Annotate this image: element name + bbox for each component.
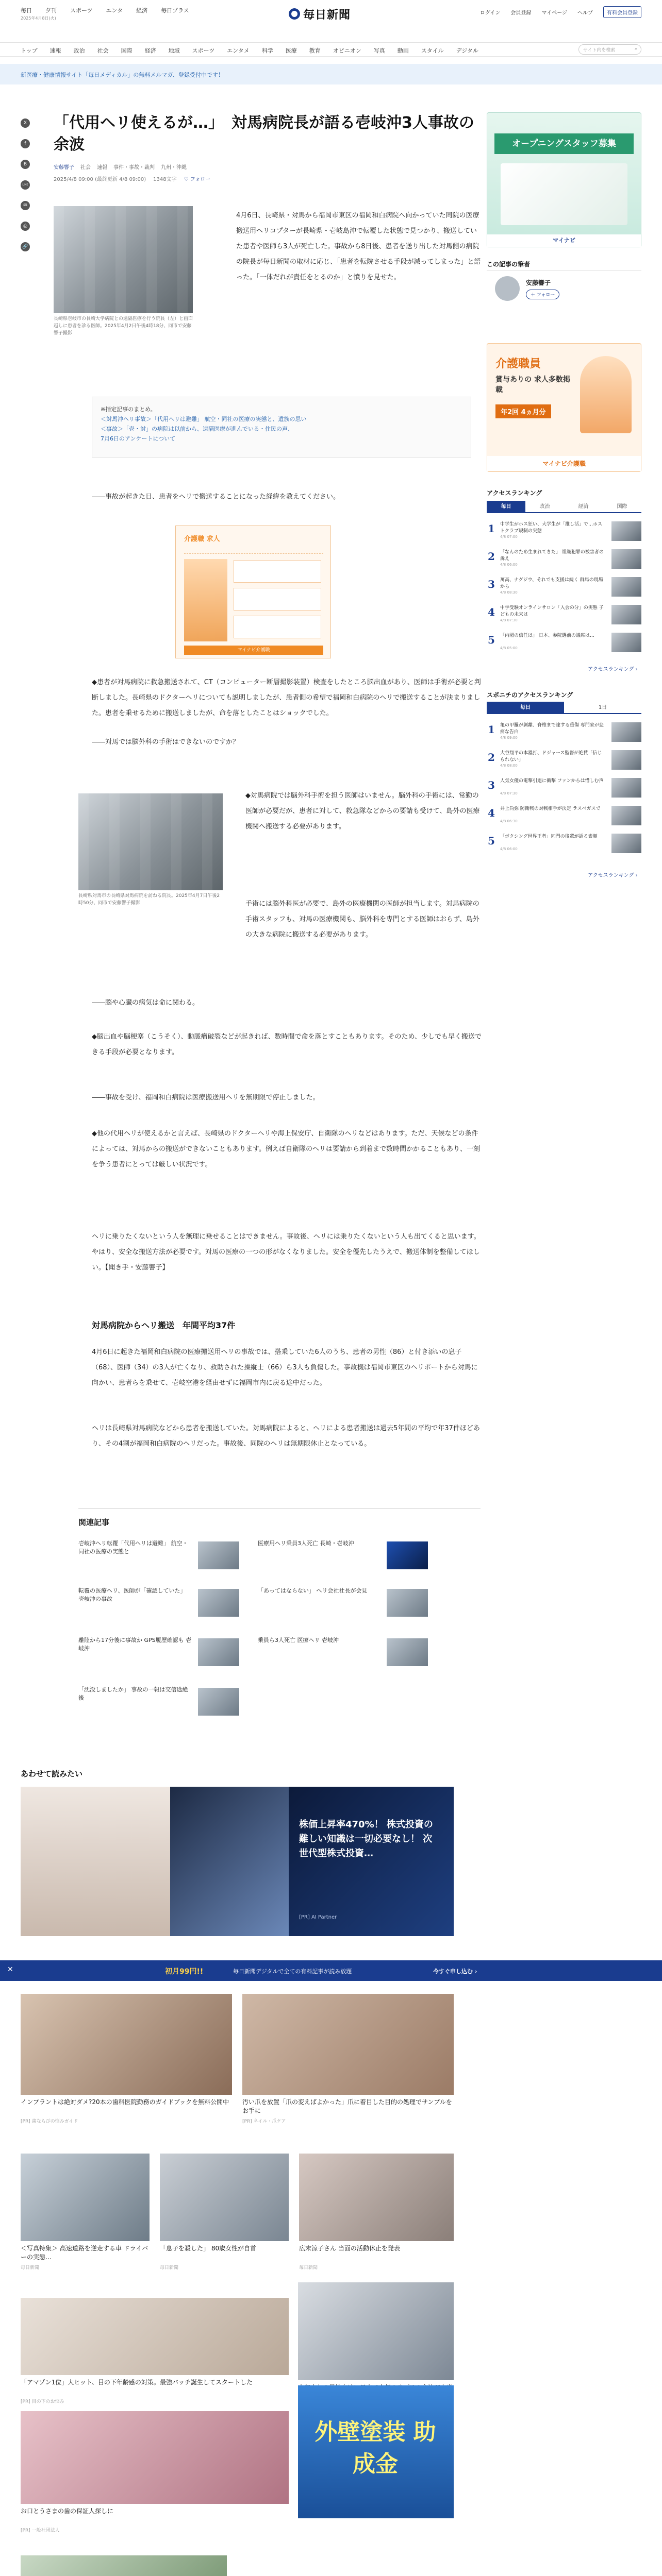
char-count: 1348文字 <box>153 177 177 182</box>
feed-card-title: 汚い爪を放置「爪の変えばよかった」爪に着目した目的の処理でサンプルをお手に <box>242 2098 452 2114</box>
ranking-item[interactable] <box>487 632 641 649</box>
rank-number: 4 <box>488 807 495 819</box>
tab-ranking[interactable]: 毎日 <box>487 501 525 512</box>
feed-card[interactable] <box>21 2411 289 2533</box>
author-heading: この記事の筆者 <box>487 261 531 268</box>
link-copy-icon[interactable]: 🔗 <box>21 242 30 251</box>
feed-card-title: ＜写真特集＞ 高速道路を逆走する車 ドライバーの実態… <box>21 2245 148 2261</box>
question: ――脳や心臓の病気は命に関わる。 <box>92 999 200 1007</box>
tag-link[interactable]: 九州・沖縄 <box>161 165 187 171</box>
linkbox-link[interactable]: ＜対馬沖ヘリ事故＞「代用ヘリは避難」 航空・同社の医療の実態と、遺族の思い <box>101 416 307 422</box>
nav-item[interactable]: 動画 <box>397 47 409 54</box>
rank-date: 4/8 07:30 <box>500 791 518 795</box>
rank-number: 5 <box>488 634 495 646</box>
hatena-share-icon[interactable]: B <box>21 160 30 169</box>
ad-brand: マイナビ介護職 <box>487 456 641 471</box>
nav-item[interactable]: スポーツ <box>192 47 215 54</box>
linkbox-heading: ※指定記事のまとめ。 <box>101 406 156 413</box>
feed-card-source: [PR] 歯ならびの悩みガイド <box>21 2119 78 2124</box>
nav-item[interactable]: 経済 <box>144 47 156 54</box>
nav-item[interactable]: デジタル <box>456 47 478 54</box>
feed-card-image <box>160 2154 289 2241</box>
nav-item[interactable]: エンタメ <box>227 47 250 54</box>
rank-title: 「ボクシング世界王者」同門の後輩が語る素顔 <box>500 834 598 839</box>
tag-link[interactable]: 速報 <box>97 165 107 171</box>
ranking2-heading: スポニチのアクセスランキング <box>487 691 573 699</box>
tab-ranking2[interactable]: 1日 <box>598 705 607 710</box>
related-links-box <box>92 397 471 457</box>
feed-card-source: [PR] 目の下のお悩み <box>21 2399 64 2404</box>
date-line: 2025年4月8日(火) <box>21 16 56 21</box>
logo-mark-icon <box>289 8 300 20</box>
author-link[interactable]: 安藤響子 <box>54 165 74 171</box>
related-thumb[interactable] <box>387 1589 428 1617</box>
ranking-heading: アクセスランキング <box>487 489 542 497</box>
follow-button[interactable]: ♡ フォロー <box>184 177 211 182</box>
question: ――事故が起きた日、患者をヘリで搬送することになった経緯を教えてください。 <box>92 493 340 501</box>
feed-ad-image[interactable] <box>21 1787 170 1936</box>
feed-card[interactable] <box>242 1994 454 2136</box>
ranking-item[interactable] <box>487 721 641 739</box>
answer-cont: 手術には脳外科医が必要で、島外の医療機関の医師が担当します。対馬病院の手術スタッフも、対馬の医療機関も、脳外科を専門とする医師はおらず、島外の大きな病院に搬送する必要があります。 <box>245 900 479 939</box>
rank-date: 4/8 06:30 <box>500 819 518 823</box>
tab-ranking[interactable]: 経済 <box>578 504 589 510</box>
feed-card[interactable] <box>160 2154 289 2277</box>
rank-title: 人気女優の電撃引退に衝撃 ファンからは惜しむ声 <box>500 778 604 784</box>
ad-heading: 介護職 求人 <box>184 533 323 554</box>
paragraph: 4月6日に起きた福岡和白病院の医療搬送用ヘリの事故では、搭乗していた6人のうち、患者の男性（86）と付き添いの息子（68）、医師（34）の3人が亡くなり、救助された操縦士（66）ら3人も負傷した。事故機は福岡市東区のヘリポートから対馬に向かい、患者らを乗せて、壱岐空港を経由せずに福岡市内に戻る途中だった。 <box>92 1348 478 1387</box>
related-item[interactable]: 医療用ヘリ乗員3人死亡 長崎・壱岐沖 <box>258 1540 354 1547</box>
rank-number: 2 <box>488 751 495 764</box>
ad-offer <box>234 560 321 583</box>
rank-title: 「内閣の信任は」 日本、参院選前の議席は… <box>500 633 594 638</box>
account-links <box>480 6 641 18</box>
ad-title: オープニングスタッフ募集 <box>494 133 634 154</box>
nav-item[interactable]: 国際 <box>121 47 133 54</box>
nav-item[interactable]: 教育 <box>309 47 321 54</box>
feed-card-image <box>299 2154 454 2241</box>
article-meta <box>54 175 485 182</box>
ranking-item[interactable] <box>487 749 641 767</box>
feed-card-source: 毎日新聞 <box>160 2265 179 2270</box>
rank-title: 萬高、ナグジウ、それでも支援は続く 群馬の現場から <box>500 578 603 589</box>
utility-links <box>21 6 189 14</box>
close-icon[interactable]: ✕ <box>7 1965 13 1974</box>
feed-card-title: お口とうさまの歯の保証人探しに <box>21 2507 114 2515</box>
notice-text: 新医療・健康情報サイト「毎日メディカル」の無料メルマガ、登録受付中です！ <box>21 72 224 78</box>
ad-brand: マイナビ介護職 <box>184 646 323 655</box>
rank-thumb <box>611 605 641 624</box>
feed-card[interactable] <box>21 2555 227 2576</box>
feed-card[interactable] <box>21 2154 150 2277</box>
question: ――対馬では脳外科の手術はできないのですか？ <box>92 738 240 746</box>
ranking-more-link[interactable]: アクセスランキング › <box>588 667 638 672</box>
ad-offer <box>234 588 321 611</box>
mypage-link[interactable]: マイページ <box>541 10 567 16</box>
ad-figure <box>184 559 227 641</box>
search-placeholder: サイト内を検索 <box>583 48 616 53</box>
byline <box>54 163 485 171</box>
ad-title: 介護職員 <box>495 358 541 370</box>
global-nav-items <box>21 46 478 55</box>
rank-title: 「なんのため生まれてきた」 組織犯罪の被害者の訴え <box>500 550 604 562</box>
nav-item[interactable]: 医療 <box>285 47 297 54</box>
site-logo[interactable] <box>289 5 373 23</box>
nav-item[interactable]: スタイル <box>421 47 444 54</box>
rank-number: 1 <box>488 723 495 736</box>
ad-image <box>501 163 627 225</box>
subscribe-banner <box>0 1960 662 1981</box>
related-thumb[interactable] <box>198 1589 239 1617</box>
avatar[interactable] <box>495 276 520 301</box>
feed-ad-banner[interactable] <box>289 1787 454 1936</box>
related-item[interactable]: 「沈没しましたか」 事故の一報は交信途絶後 <box>78 1686 188 1701</box>
tab-ranking2[interactable]: 毎日 <box>487 702 564 713</box>
rank-title: 大谷翔平の本塁打、ドジャース監督が絶賛「信じられない」 <box>500 751 602 762</box>
share-rail <box>21 118 32 263</box>
linkbox-link[interactable]: 7月6日のアンケートについて <box>101 435 176 442</box>
sidebar-ad-1[interactable] <box>487 112 641 247</box>
rank-number: 5 <box>488 835 495 847</box>
related-thumb[interactable] <box>198 1638 239 1666</box>
feed-card[interactable] <box>21 1994 232 2136</box>
paragraph: ヘリは長崎県対馬病院などから患者を搬送していた。対馬病院によると、ヘリによる患者搬送は過去5年間の平均で年37件ほどあり、その4割が福岡和白病院のヘリだった。事故後、同院のヘリは無期限休止となっている。 <box>92 1425 480 1448</box>
rank-date: 4/8 08:30 <box>500 590 518 595</box>
published-time: 2025/4/8 09:00 (最終更新 4/8 09:00) <box>54 177 146 182</box>
related-item[interactable]: 離陸から17分後に事故か GPS履歴確認も 壱岐沖 <box>78 1637 192 1652</box>
tag-link[interactable]: 社会 <box>80 165 91 171</box>
feed-card[interactable] <box>298 2282 454 2380</box>
answer: ◆患者が対馬病院に救急搬送されて、CT（コンピューター断層撮影装置）検査をしたところ脳出血があり、医師は手術が必要と判断しました。長崎県のドクターヘリについても説明しましたが、患者側の希望で福岡和白病院のヘリで搬送することが決まりました。患者を乗せるために搬送しましたが、命を落としたことはショックでした。 <box>92 679 481 717</box>
ranking-item[interactable] <box>487 548 641 566</box>
rank-title: 亀の甲羅が剝離、脊椎まで達する重傷 専門家が悲痛な告白 <box>500 723 604 735</box>
rank-thumb <box>611 521 641 541</box>
photo-figure-2 <box>78 793 223 907</box>
related-thumb[interactable] <box>387 1541 428 1569</box>
feed-card-source: [PR] ネイル・爪ケア <box>242 2119 286 2124</box>
rank-date: 4/8 05:00 <box>500 646 518 650</box>
sidebar-ad-2[interactable] <box>487 343 641 472</box>
ad-sub: 賞与ありの 求人多数掲載 <box>495 376 570 394</box>
nav-item[interactable]: 地域 <box>168 47 180 54</box>
ranking2-more-link[interactable]: アクセスランキング › <box>588 873 638 878</box>
related-item[interactable]: 転覆の医療ヘリ、医師が「確認していた」 壱岐沖の事故 <box>78 1587 186 1602</box>
rank-number: 3 <box>488 578 495 590</box>
inline-ad[interactable] <box>175 526 331 658</box>
facebook-share-icon[interactable]: f <box>21 139 30 148</box>
feed-card-title: 広末涼子さん 当面の活動休止を発表 <box>299 2245 400 2252</box>
util-link[interactable]: 経済 <box>136 7 148 14</box>
subscribe-button[interactable]: 今すぐ申し込む › <box>433 1968 477 1975</box>
feed-ad-text: 株価上昇率470%！ 株式投資の難しい知識は一切必要なし！ 次世代型株式投資… <box>299 1819 433 1859</box>
rank-thumb <box>611 577 641 597</box>
ad-badge: 年2回 4ヵ月分 <box>495 404 551 418</box>
feed-card-image <box>21 2411 289 2504</box>
ranking-item[interactable] <box>487 604 641 621</box>
rank-number: 4 <box>488 606 495 618</box>
mail-share-icon[interactable]: ✉ <box>21 201 30 210</box>
rank-title: 井上尚弥 防衛戦の対戦相手が決定 ラスベガスで <box>500 806 601 811</box>
ad-offer <box>234 616 321 638</box>
answer: ◆対馬病院では脳外科手術を担う医師はいません。脳外科の手術には、常勤の医師が必要だが、患者に対して、救急隊などからの要請も受けて、島外の医療機関へ搬送する必要があります。 <box>245 792 480 831</box>
rank-thumb <box>611 750 641 770</box>
ad-figure <box>580 356 632 433</box>
feed-card-title: インプラントは絶対ダメ?20本の歯科医院勤務のガイドブックを無料公開中 <box>21 2098 229 2106</box>
related-thumb[interactable] <box>198 1688 239 1716</box>
answer: ヘリに乗りたくないという人を無理に乗せることはできません。事故後、ヘリには乗りたくないという人も出てくると思います。やはり、安全な搬送方法が必要です。対馬の医療の一つの形がなくなりました。安全を優先したうえで、搬送体制を整備してほしい。【聞き手・安藤響子】 <box>92 1233 481 1272</box>
ranking-item[interactable] <box>487 576 641 594</box>
rank-thumb <box>611 633 641 652</box>
rank-number: 2 <box>488 550 495 563</box>
banner-text: 毎日新聞デジタルで全ての有料記事が読み放題 <box>233 1968 352 1975</box>
feed-card-source: 毎日新聞 <box>299 2265 318 2270</box>
rank-date: 4/8 09:00 <box>500 736 518 740</box>
outside-ad-text: 外壁塗装 助成金 <box>315 2419 436 2477</box>
related-item[interactable]: 壱岐沖ヘリ転覆「代用ヘリは避難」 航空・同社の医療の実態と <box>78 1540 188 1555</box>
feed-card-title: 「息子を殺した」 80歳女性が自首 <box>160 2245 257 2252</box>
util-link[interactable]: 夕刊 <box>45 7 57 14</box>
nav-item[interactable]: 速報 <box>49 47 61 54</box>
global-nav <box>0 42 662 57</box>
ranking-tabs <box>487 501 641 513</box>
nav-item[interactable]: 写真 <box>373 47 385 54</box>
ranking-item[interactable] <box>487 833 641 850</box>
rank-date: 4/8 07:30 <box>500 618 518 622</box>
nav-item[interactable]: 科学 <box>261 47 273 54</box>
rank-thumb <box>611 806 641 825</box>
rank-thumb <box>611 778 641 798</box>
banner-price: 初月99円!! <box>165 1968 204 1976</box>
rank-date: 4/8 06:00 <box>500 847 518 851</box>
help-link[interactable]: ヘルプ <box>577 10 593 16</box>
logo-text: 毎日新聞 <box>303 8 351 22</box>
notice-bar[interactable] <box>0 64 662 84</box>
rank-thumb <box>611 834 641 853</box>
search-input[interactable] <box>578 44 641 55</box>
linkbox-link[interactable]: ＜事故＞「壱・対」の病院は以前から、遠隔医療が進んでいる・住民の声、 <box>101 426 293 432</box>
nav-item[interactable]: 政治 <box>73 47 85 54</box>
author-follow-button[interactable]: ＋ フォロー <box>526 290 559 299</box>
feed-ad-sponsor: [PR] AI Partner <box>299 1914 337 1920</box>
feed-card-image <box>21 1994 232 2095</box>
feed-card-image <box>242 1994 454 2095</box>
feed-card-source: [PR] 一般社団法人 <box>21 2528 60 2533</box>
answer: ◆脳出血や脳梗塞（こうそく）、動脈瘤破裂などが起きれば、数時間で命を落とすこともあります。そのため、少しでも早く搬送できる手段が必要となります。 <box>92 1033 482 1056</box>
ranking-item[interactable] <box>487 805 641 822</box>
feed-card-image <box>21 2555 227 2576</box>
feed-card-image <box>21 2298 289 2375</box>
feed-ad-image[interactable] <box>170 1787 289 1936</box>
article <box>54 112 485 182</box>
tag-link[interactable]: 事件・事故・裁判 <box>113 165 155 171</box>
rank-thumb <box>611 722 641 742</box>
ranking-item[interactable] <box>487 777 641 794</box>
rank-title: 中学受験オンラインサロン「入会の分」の実態 子どもの未来は <box>500 605 604 617</box>
photo-caption: 長崎県対馬市の長崎県対馬病院を訪ねる院長。2025年4月7日午後2時50分、同市で安藤響子撮影 <box>78 893 220 906</box>
util-link[interactable]: 毎日 <box>21 7 32 14</box>
feed-card-image <box>298 2282 454 2380</box>
login-link[interactable]: ログイン <box>479 10 501 16</box>
rank-date: 4/8 08:00 <box>500 764 518 768</box>
related-thumb[interactable] <box>198 1541 239 1569</box>
outside-ad[interactable] <box>298 2385 454 2518</box>
rank-number: 3 <box>488 779 495 791</box>
feed-card-image <box>21 2154 150 2241</box>
ranking-item[interactable] <box>487 520 641 538</box>
lead-paragraph: 4月6日、長崎県・対馬から福岡市東区の福岡和白病院へ向かっていた同院の医療搬送用ヘリコプターが長崎県・壱岐島沖で転覆した状態で見つかり、搬送していた患者や医師ら3人が死亡した。事故から8日後、患者を送り出した対馬側の病院の院長が毎日新聞の取材に応じ、「患者を転院させる手段が減ってしまった」と語った。「一体だれが責任をとるのか」と憤りを見せた。 <box>236 212 481 281</box>
nav-item[interactable]: オピニオン <box>333 47 361 54</box>
tab-ranking[interactable]: 国際 <box>617 504 627 510</box>
question: ――事故を受け、福岡和白病院は医療搬送用ヘリを無期限で停止しました。 <box>92 1094 320 1101</box>
rank-title: 中学生がホス狂い、大学生が「推し活」で…ホストクラブ規制の実態 <box>500 522 603 534</box>
print-icon[interactable]: ⎙ <box>21 222 30 231</box>
rank-number: 1 <box>488 522 495 535</box>
nav-item[interactable]: トップ <box>21 47 38 54</box>
x-share-icon[interactable]: X <box>21 118 30 128</box>
feed-card[interactable] <box>299 2154 454 2277</box>
rank-date: 4/8 06:00 <box>500 563 518 567</box>
answer: ◆他の代用ヘリが使えるかと言えば、長崎県のドクターヘリや海上保安庁、自衛隊のヘリなどはあります。ただ、天候などの条件によっては、対馬からの搬送ができないこともあります。例えば自衛隊のヘリは要請から到着まで数時間かかることもあり、一刻を争う患者にとっては厳しい状況です。 <box>92 1130 480 1168</box>
feed-card[interactable] <box>21 2298 289 2406</box>
related-thumb[interactable] <box>387 1638 428 1666</box>
article-photo[interactable] <box>78 793 223 890</box>
rank-date: 4/8 07:00 <box>500 535 518 539</box>
photo-figure-1 <box>54 206 193 337</box>
author-name[interactable]: 安藤響子 <box>526 279 551 286</box>
related-item[interactable]: 乗員ら3人死亡 医療ヘリ 壱岐沖 <box>258 1637 339 1643</box>
rank-thumb <box>611 549 641 569</box>
util-link[interactable]: スポーツ <box>70 7 93 14</box>
signup-button[interactable]: 有料会員登録 <box>603 6 641 18</box>
util-link[interactable]: エンタ <box>106 7 123 14</box>
nav-item[interactable]: 社会 <box>97 47 109 54</box>
ranking2-tabs <box>487 702 641 714</box>
article-photo[interactable] <box>54 206 193 313</box>
feed-card-source: 毎日新聞 <box>21 2265 40 2270</box>
photo-caption: 長崎県壱岐市の長崎大学病院との遠隔医療を行う院長（左）と画面越しに患者を診る医師。2025年4月2日午後4時18分、同市で安藤響子撮影 <box>54 316 193 336</box>
article-title: 「代用ヘリ使えるが…」 対馬病院長が語る壱岐沖3人事故の余波 <box>54 114 474 154</box>
related-item[interactable]: 「あってはならない」 ヘリ会社社長が会見 <box>258 1587 368 1594</box>
feed-title: あわせて読みたい <box>21 1769 83 1778</box>
search-icon: ⌕ <box>634 46 637 52</box>
tab-ranking[interactable]: 政治 <box>539 504 550 510</box>
related-title: 関連記事 <box>78 1518 110 1527</box>
feed-card-title: 「アマゾン1位」大ヒット、目の下年齢感の対策。最強バッチ誕生してスタートした <box>21 2379 253 2386</box>
util-link[interactable]: 毎日プラス <box>161 7 189 14</box>
register-link[interactable]: 会員登録 <box>510 10 532 16</box>
ad-brand: マイナビ <box>487 234 641 247</box>
sub-heading: 対馬病院からヘリ搬送 年間平均37件 <box>92 1320 236 1330</box>
line-share-icon[interactable]: LINE <box>21 180 30 190</box>
